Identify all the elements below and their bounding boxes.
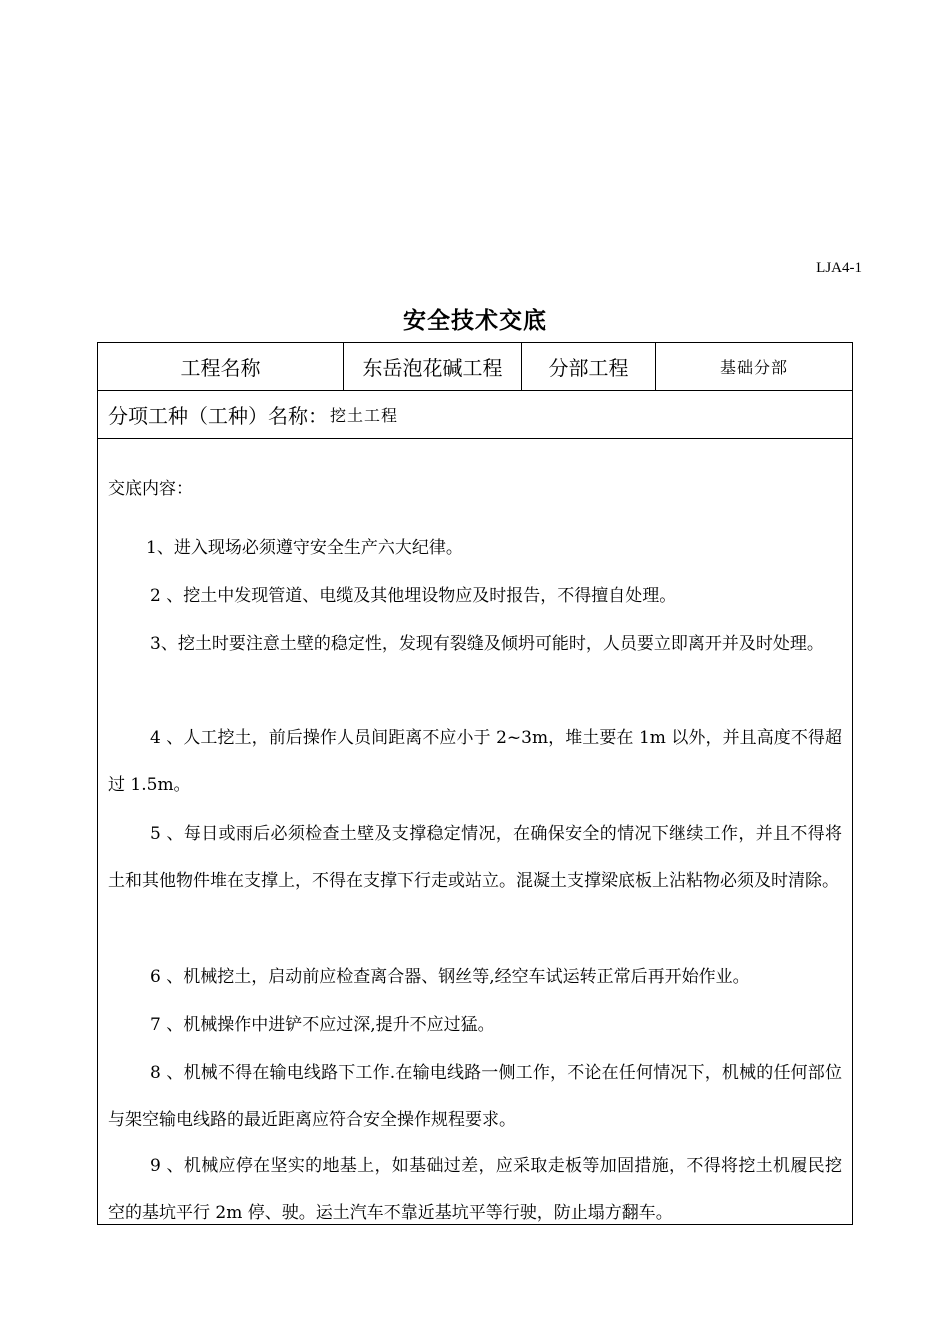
page-title: 安全技术交底	[403, 307, 547, 334]
list-item: 9 、机械应停在坚实的地基上，如基础过差，应采取走板等加固措施，不得将挖土机履民挖空的基坑平行 2m 停、驶。运土汽车不靠近基坑平等行驶，防止塌方翻车。	[108, 1156, 842, 1223]
list-item: 7 、机械操作中进铲不应过深,提升不应过猛。	[150, 1015, 495, 1035]
division-value: 基础分部	[719, 358, 788, 377]
content-label: 交底内容：	[108, 479, 193, 499]
subitem-label: 分项工种（工种）名称：	[108, 404, 328, 428]
project-name-value: 东岳泡花碱工程	[344, 343, 522, 390]
list-item: 8 、机械不得在输电线路下工作.在输电线路一侧工作，不论在任何情况下，机械的任何部位与架空输电线路的最近距离应符合安全操作规程要求。	[108, 1063, 842, 1130]
subitem-row	[98, 391, 852, 439]
list-item: 1、进入现场必须遵守安全生产六大纪律。	[146, 538, 463, 558]
list-item: 2 、挖土中发现管道、电缆及其他埋设物应及时报告，不得擅自处理。	[150, 586, 677, 606]
list-item: 4 、人工挖土，前后操作人员间距离不应小于 2~3m，堆土要在 1m 以外，并且高度不得超过 1.5m。	[108, 728, 842, 795]
subitem-value: 挖土工程	[330, 406, 399, 425]
division-label: 分部工程	[522, 343, 656, 390]
list-item: 5 、每日或雨后必须检查土壁及支撑稳定情况，在确保安全的情况下继续工作，并且不得将土和其他物件堆在支撑上，不得在支撑下行走或站立。混凝土支撑梁底板上沾粘物必须及时清除。	[108, 824, 842, 891]
disclosure-form	[97, 342, 853, 1225]
project-info-row	[98, 343, 852, 391]
list-item: 3、挖土时要注意土壁的稳定性，发现有裂缝及倾坍可能时，人员要立即离开并及时处理。	[150, 634, 824, 654]
project-name-label: 工程名称	[98, 343, 344, 390]
list-item: 6 、机械挖土，启动前应检查离合器、钢丝等,经空车试运转正常后再开始作业。	[150, 967, 750, 987]
document-code: LJA4-1	[816, 260, 862, 276]
